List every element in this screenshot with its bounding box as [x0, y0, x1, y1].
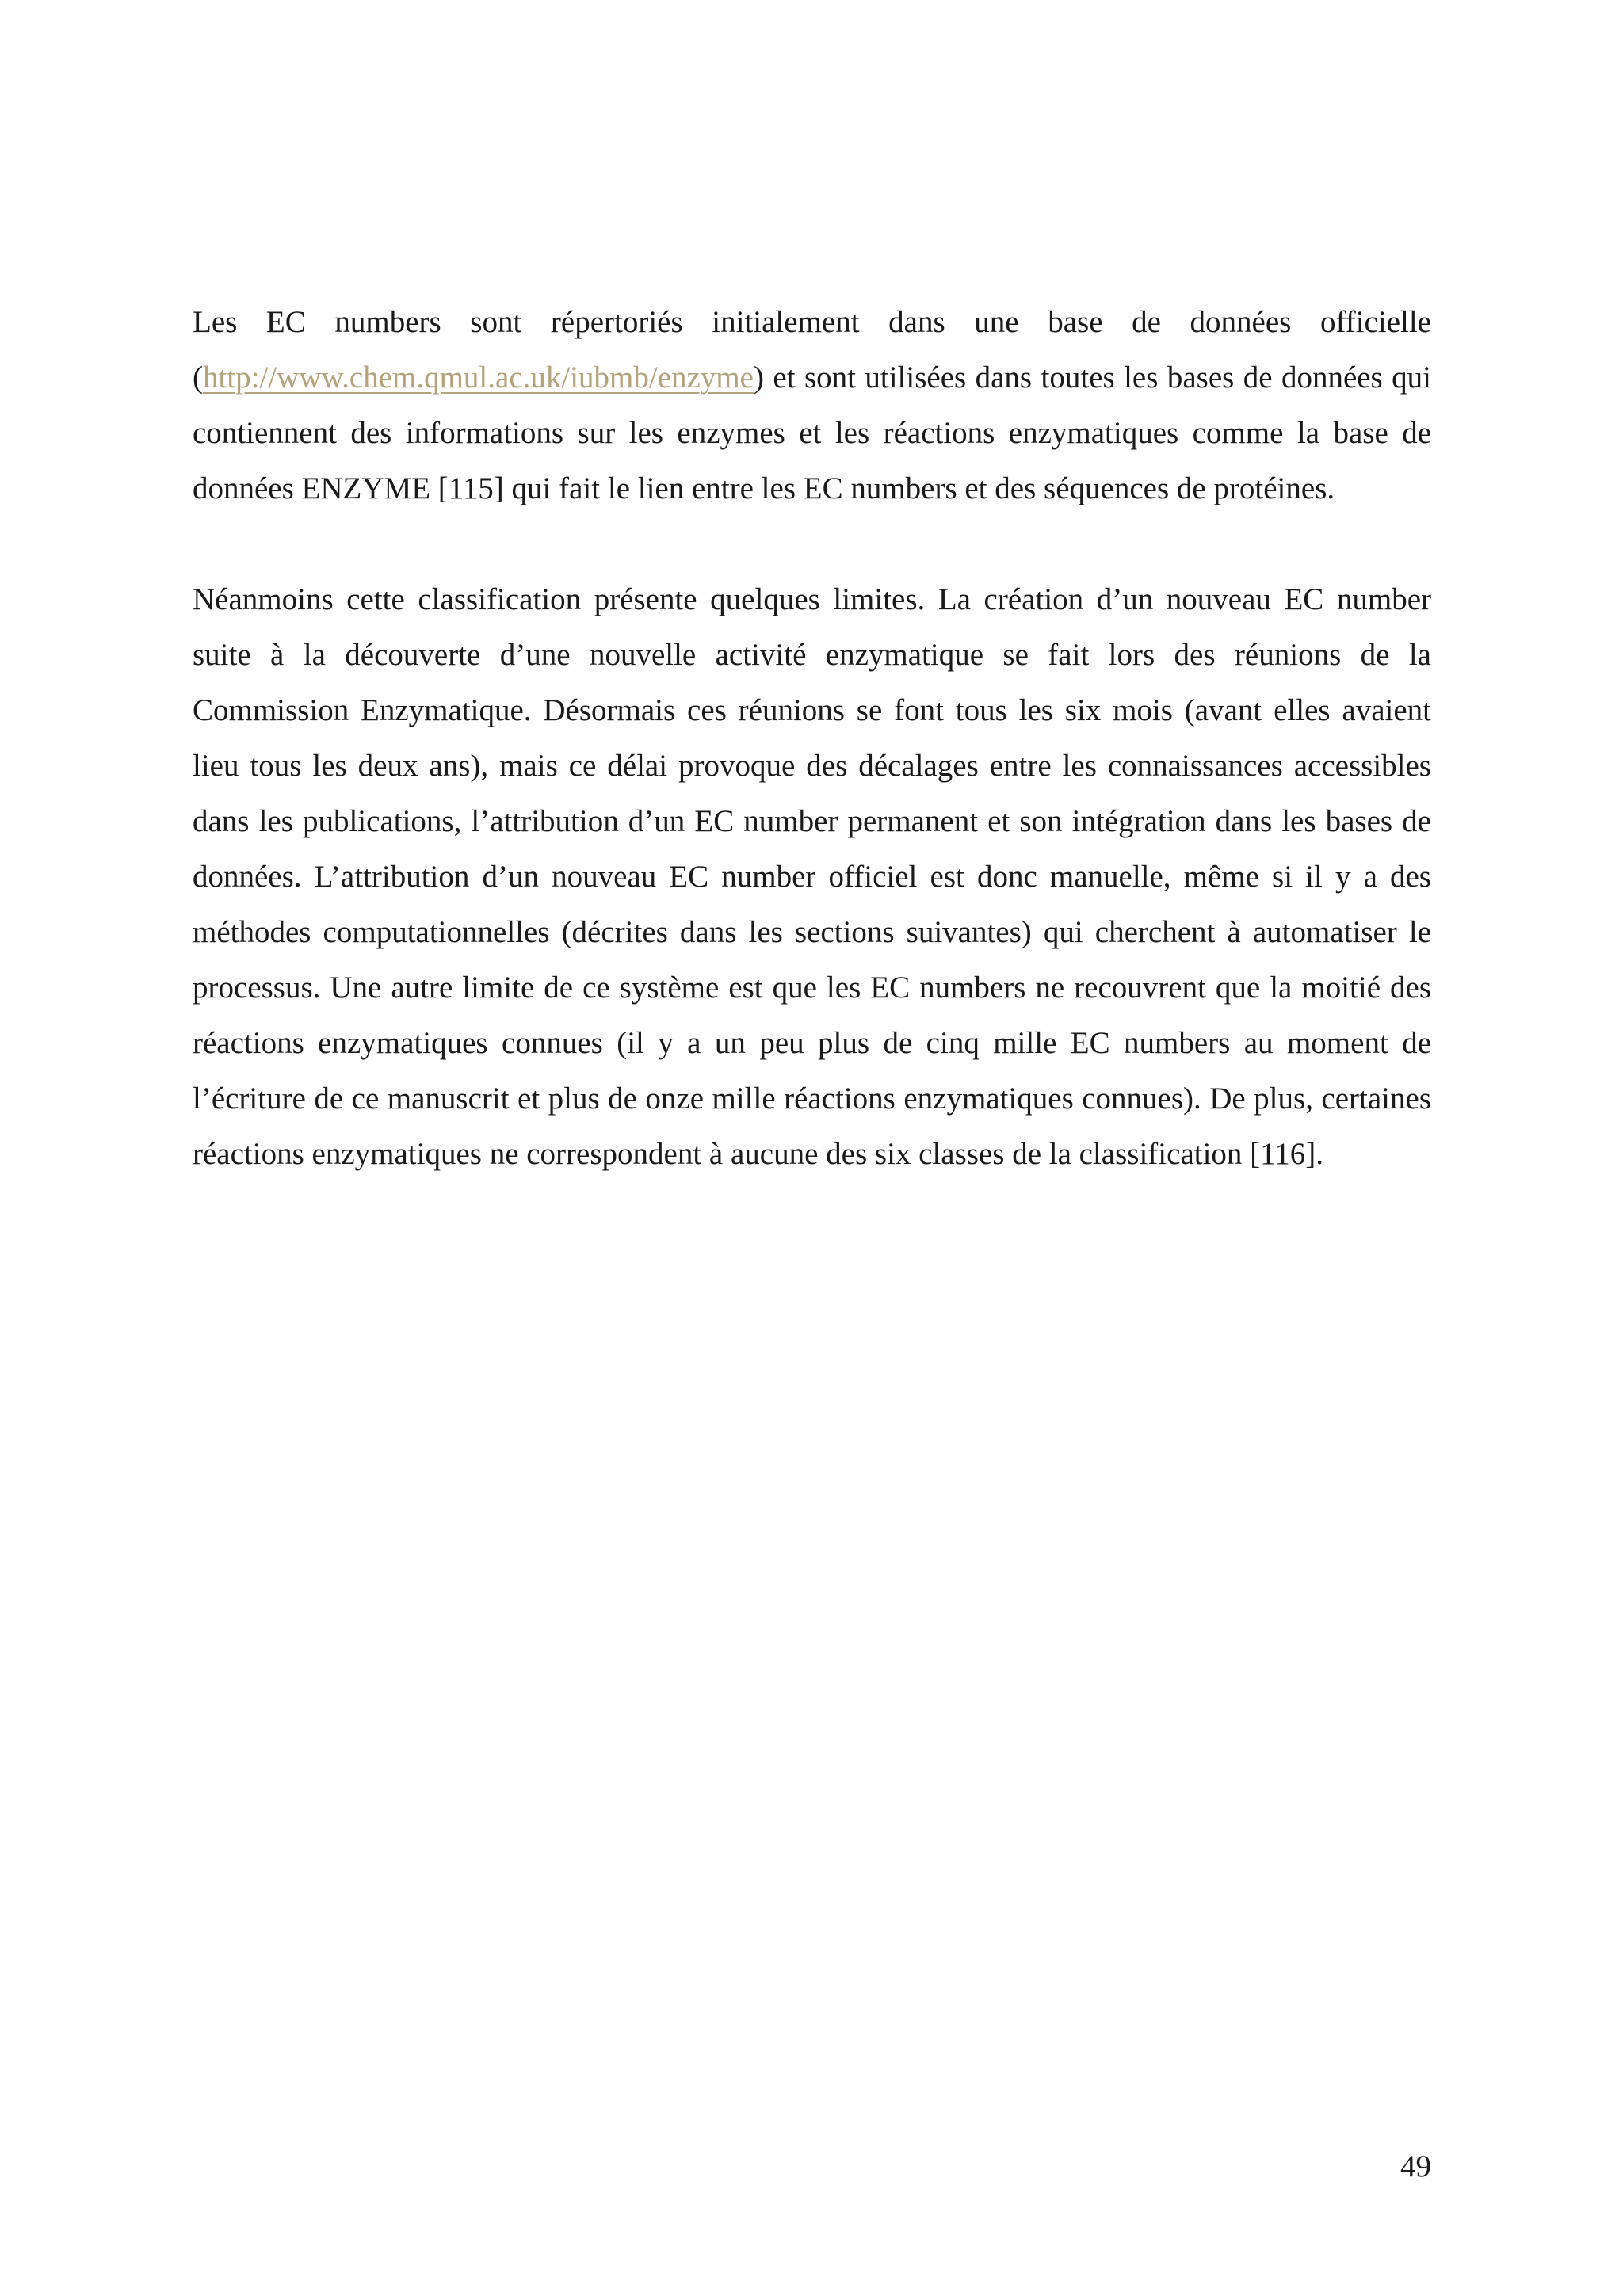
paragraph-classification-limits: Néanmoins cette classification présente quelques limites. La création d’un nouveau EC number suite à la découverte d’une nouvelle activité enzymatique se fait lors des réunions de la Commission Enzymatique. Désormais ces réunions se font tous les six mois (avant elles avaient lieu tous les deux ans), mais ce délai provoque des décalages entre les connaissances accessibles dans les publications, l’attribution d’un EC number permanent et son intégration dans les bases de données. L’attribution d’un nouveau EC number officiel est donc manuelle, même si il y a des méthodes computationnelles (décrites dans les sections suivantes) qui cherchent à automatiser le processus. Une autre limite de ce système est que les EC numbers ne recouvrent que la moitié des réactions enzymatiques connues (il y a un peu plus de cinq mille EC numbers au moment de l’écriture de ce manuscrit et plus de onze mille réactions enzymatiques connues). De plus, certaines réactions enzymatiques ne correspondent à aucune des six classes de la classification [116].	[193, 582, 1431, 1171]
paragraph-1-text-start: Les EC numbers sont répertoriés initialement dans une base de données officielle (	[193, 305, 1431, 395]
body-text	[193, 295, 1431, 1182]
enzyme-database-link[interactable]: http://www.chem.qmul.ac.uk/iubmb/enzyme	[203, 360, 754, 395]
paragraph-ec-numbers-database	[193, 295, 1431, 517]
paragraph-1-text-end: ) et sont utilisées dans toutes les bases de données qui contiennent des informations sur les enzymes et les réactions enzymatiques comme la base de données ENZYME [115] qui fait le lien entre les EC numbers et des séquences de protéines.	[193, 360, 1431, 505]
page-number: 49	[1400, 2149, 1431, 2183]
